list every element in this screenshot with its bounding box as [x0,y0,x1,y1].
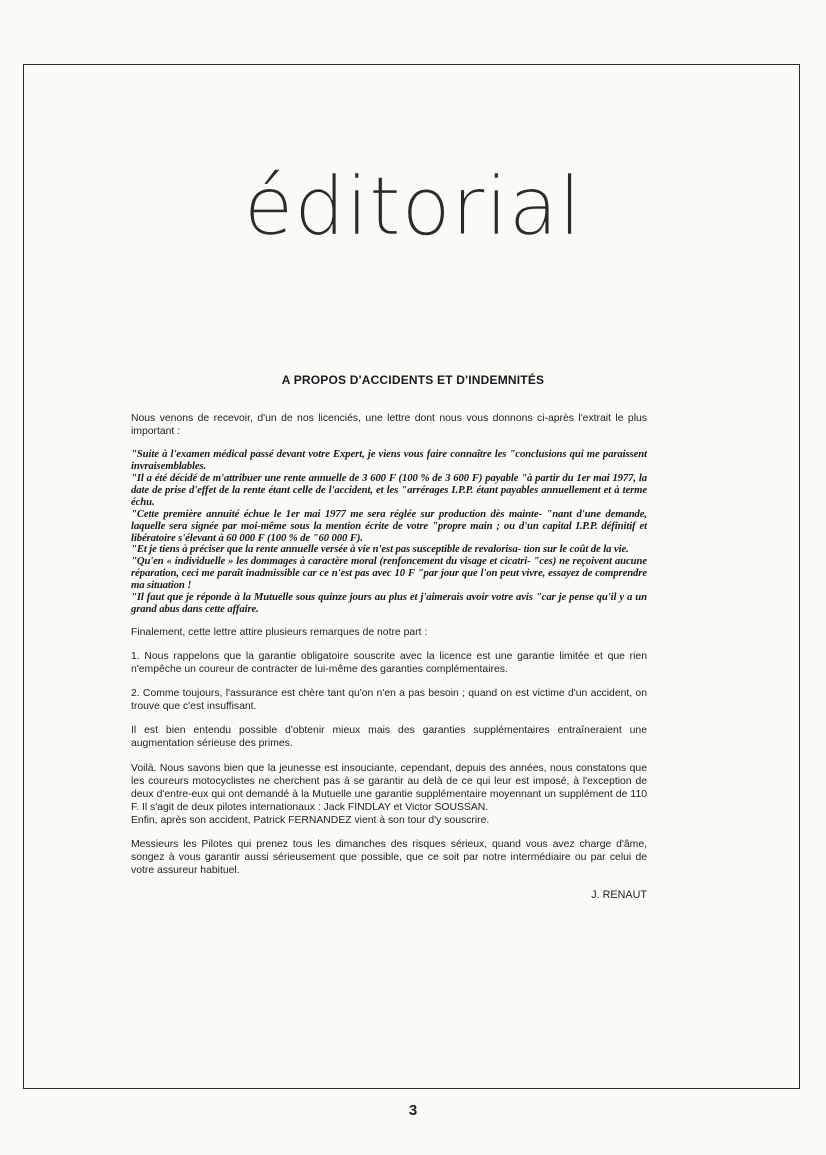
youth-paragraph: Voilà. Nous savons bien que la jeunesse est insouciante, cependant, depuis des années, nous constatons que les coureurs motocyclistes ne cherchent pas à se garantir au delà de ce qui leur est imposé, à l'exception de deux d'entre-eux qui ont demandé à la Mutuelle une garantie supplémentaire moyennant un supplément de 110 F. Il s'agit de deux pilotes internationaux : Jack FINDLAY et Victor SOUSSAN. [131,762,647,813]
better-coverage-paragraph: Il est bien entendu possible d'obtenir mieux mais des garanties supplémentaires entraîneraient une augmentation sérieuse des primes. [131,725,647,750]
intro-paragraph: Nous venons de recevoir, d'un de nos licenciés, une lettre dont nous vous donnons ci-après l'extrait le plus important : [131,413,647,438]
letter-line: "Qu'en « individuelle » les dommages à caractère moral (renfoncement du visage et cicatri- "ces) ne reçoivent aucune réparation, ceci me paraît inadmissible car ce n'est pas avec 10 F "par jour que l'on peut vivre, essayez de comprendre ma situation ! [131,555,647,592]
article-heading: A PROPOS D'ACCIDENTS ET D'INDEMNITÉS [281,373,545,387]
finally-paragraph: Enfin, après son accident, Patrick FERNANDEZ vient à son tour d'y souscrire. [131,814,490,826]
letter-excerpt [131,449,647,616]
letter-line: "Suite à l'examen médical passé devant votre Expert, je viens vous faire connaître les "conclusions qui me paraissent invraisemblables. [131,448,647,473]
closing-paragraph: Messieurs les Pilotes qui prenez tous les dimanches des risques sérieux, quand vous avez charge d'âme, songez à vous garantir aussi sérieusement que possible, que ce soit par notre intermédiaire ou par celui de votre assureur habituel. [131,839,647,877]
remarks-intro: Finalement, cette lettre attire plusieurs remarques de notre part : [131,626,428,638]
page-number: 3 [408,1102,418,1119]
letter-line: "Il a été décidé de m'attribuer une rente annuelle de 3 600 F (100 % de 3 600 F) payable "à partir du 1er mai 1977, la date de prise d'effet de la rente étant celle de l'accident, et les "arrérages I.P.P. étant payables annuellement et à terme échu. [131,472,647,508]
letter-line: "Il faut que je réponde à la Mutuelle sous quinze jours au plus et j'aimerais avoir votre avis "car je pense qu'il y a un grand abus dans cette affaire. [131,591,647,615]
signature: J. RENAUT [591,889,647,902]
letter-line: "Cette première annuité échue le 1er mai 1977 me sera réglée sur production dès mainte- "nant d'une demande, laquelle sera signée par moi-même sous la mention écrite de votre "propre main ; ou d'un capital I.P.P. définitif et libératoire s'élevant à 60 000 F (100 % de "60 000 F). [131,507,647,544]
article-body [131,412,647,902]
masthead-title: éditorial [244,160,582,253]
letter-line: "Et je tiens à préciser que la rente annuelle versée à vie n'est pas susceptible de revalorisa- tion sur le coût de la vie. [131,543,629,556]
remark-point-1: 1. Nous rappelons que la garantie obligatoire souscrite avec la licence est une garantie limitée et que rien n'empêche un coureur de contracter de lui-même des garanties complémentaires. [131,650,647,676]
remark-point-2: 2. Comme toujours, l'assurance est chère tant qu'on n'en a pas besoin ; quand on est victime d'un accident, on trouve que c'est insuffisant. [131,688,647,713]
